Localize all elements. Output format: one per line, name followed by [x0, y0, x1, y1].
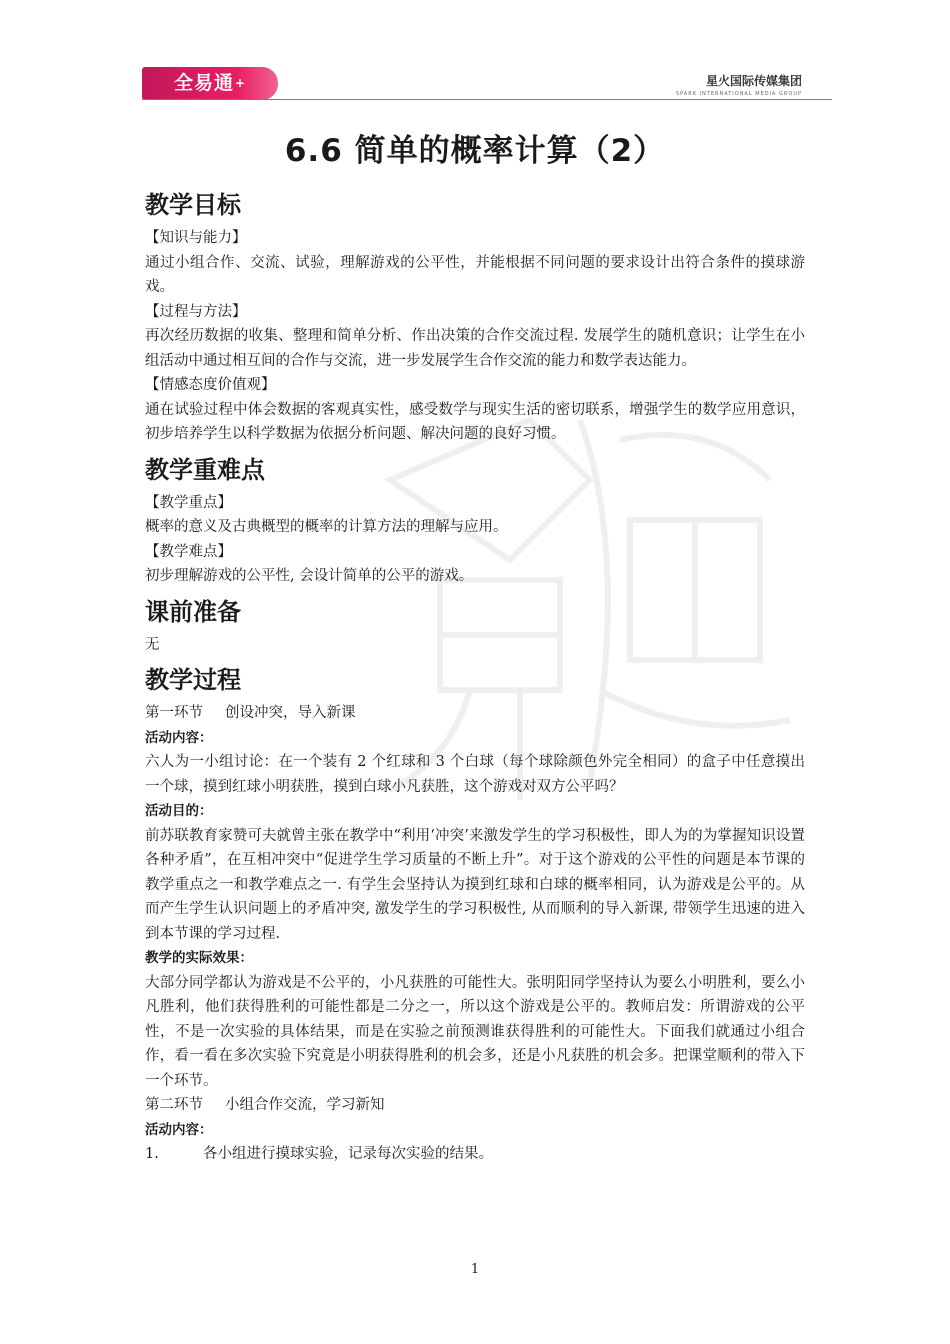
page-header [0, 0, 950, 110]
publisher-name: 星火国际传媒集团 [705, 74, 802, 88]
activity-goal-label: 活动目的： [145, 803, 213, 819]
activity-goal-text: 前苏联教育家赞可夫就曾主张在教学中“利用‘冲突’来激发学生的学习积极性，即人为的为掌握知识设置各种矛盾”，在互相冲突中“促进学生学习质量的不断上升”。对于这个游戏的公平性的问题是本节课的教学重点之一和教学难点之一. 有学生会坚持认为摸到红球和白球的概率相同，认为游戏是公平的。从而产生学生认识问题上的矛盾冲突, 激发学生的学习积极性, 从而顺利的导入新课, 带领学生迅速的进入到本节课的学习过程. [145, 827, 805, 942]
difficulty-text: 初步理解游戏的公平性, 会设计简单的公平的游戏。 [145, 568, 474, 584]
section-heading-goals: 教学目标 [145, 191, 241, 219]
list-item [145, 1142, 805, 1167]
difficulty-tag: 【教学难点】 [145, 543, 232, 560]
section-heading-prep: 课前准备 [145, 597, 241, 626]
stage-2-title: 小组合作交流，学习新知 [225, 1097, 385, 1113]
focus-text: 概率的意义及古典概型的概率的计算方法的理解与应用。 [145, 519, 508, 535]
stage-1-heading [145, 701, 805, 726]
stage-2-heading [145, 1093, 805, 1118]
header-divider [142, 99, 832, 100]
stage-1-title: 创设冲突，导入新课 [225, 705, 356, 721]
publisher-name-en: SPARK INTERNATIONAL MEDIA GROUP [675, 91, 802, 97]
publisher-brand [676, 72, 802, 97]
activity-content-text: 六人为一小组讨论：在一个装有 2 个红球和 3 个白球（每个球除颜色外完全相同）的盒子中任意摸出一个球，摸到红球小明获胜，摸到白球小凡获胜，这个游戏对双方公平吗？ [145, 754, 805, 795]
list-item-text: 各小组进行摸球实验，记录每次实验的结果。 [203, 1146, 493, 1162]
focus-tag: 【教学重点】 [145, 494, 232, 511]
knowledge-tag: 【知识与能力】 [145, 230, 247, 246]
document-body [145, 128, 805, 1167]
prep-text: 无 [145, 636, 160, 653]
process-text: 再次经历数据的收集、整理和简单分析、作出决策的合作交流过程. 发展学生的随机意识；让学生在小组活动中通过相互间的合作与交流，进一步发展学生合作交流的能力和数学表达能力。 [145, 328, 805, 369]
knowledge-text: 通过小组合作、交流、试验，理解游戏的公平性，并能根据不同问题的要求设计出符合条件的摸球游戏。 [145, 254, 805, 295]
process-tag: 【过程与方法】 [145, 303, 247, 320]
emotion-tag: 【情感态度价值观】 [145, 377, 276, 393]
stage-2-label: 第二环节 [145, 1097, 203, 1113]
logo-text: 全易通 [173, 72, 234, 94]
effect-label: 教学的实际效果： [145, 950, 253, 966]
page-title: 6.6 简单的概率计算（2） [284, 133, 666, 169]
stage-1-label: 第一环节 [145, 705, 203, 721]
logo-star: + [234, 76, 247, 90]
effect-text: 大部分同学都认为游戏是不公平的，小凡获胜的可能性大。张明阳同学坚持认为要么小明胜利，要么小凡胜利，他们获得胜利的可能性都是二分之一，所以这个游戏是公平的。教师启发：所谓游戏的公平性，不是一次实验的具体结果，而是在实验之前预测谁获得胜利的可能性大。下面我们就通过小组合作，看一看在多次实验下究竟是小明获得胜利的机会多，还是小凡获胜的机会多。把课堂顺利的带入下一个环节。 [145, 974, 805, 1089]
section-heading-key-points: 教学重难点 [145, 455, 265, 484]
emotion-text: 通在试验过程中体会数据的客观真实性，感受数学与现实生活的密切联系，增强学生的数学应用意识，初步培养学生以科学数据为依据分析问题、解决问题的良好习惯。 [145, 401, 805, 442]
activity-content-label: 活动内容： [145, 729, 213, 746]
activity-content-label-2: 活动内容： [145, 1121, 213, 1138]
section-heading-process: 教学过程 [145, 666, 241, 694]
list-item-number: 1. [145, 1146, 159, 1162]
brand-logo [142, 67, 278, 100]
page-number: 1 [470, 1262, 480, 1277]
